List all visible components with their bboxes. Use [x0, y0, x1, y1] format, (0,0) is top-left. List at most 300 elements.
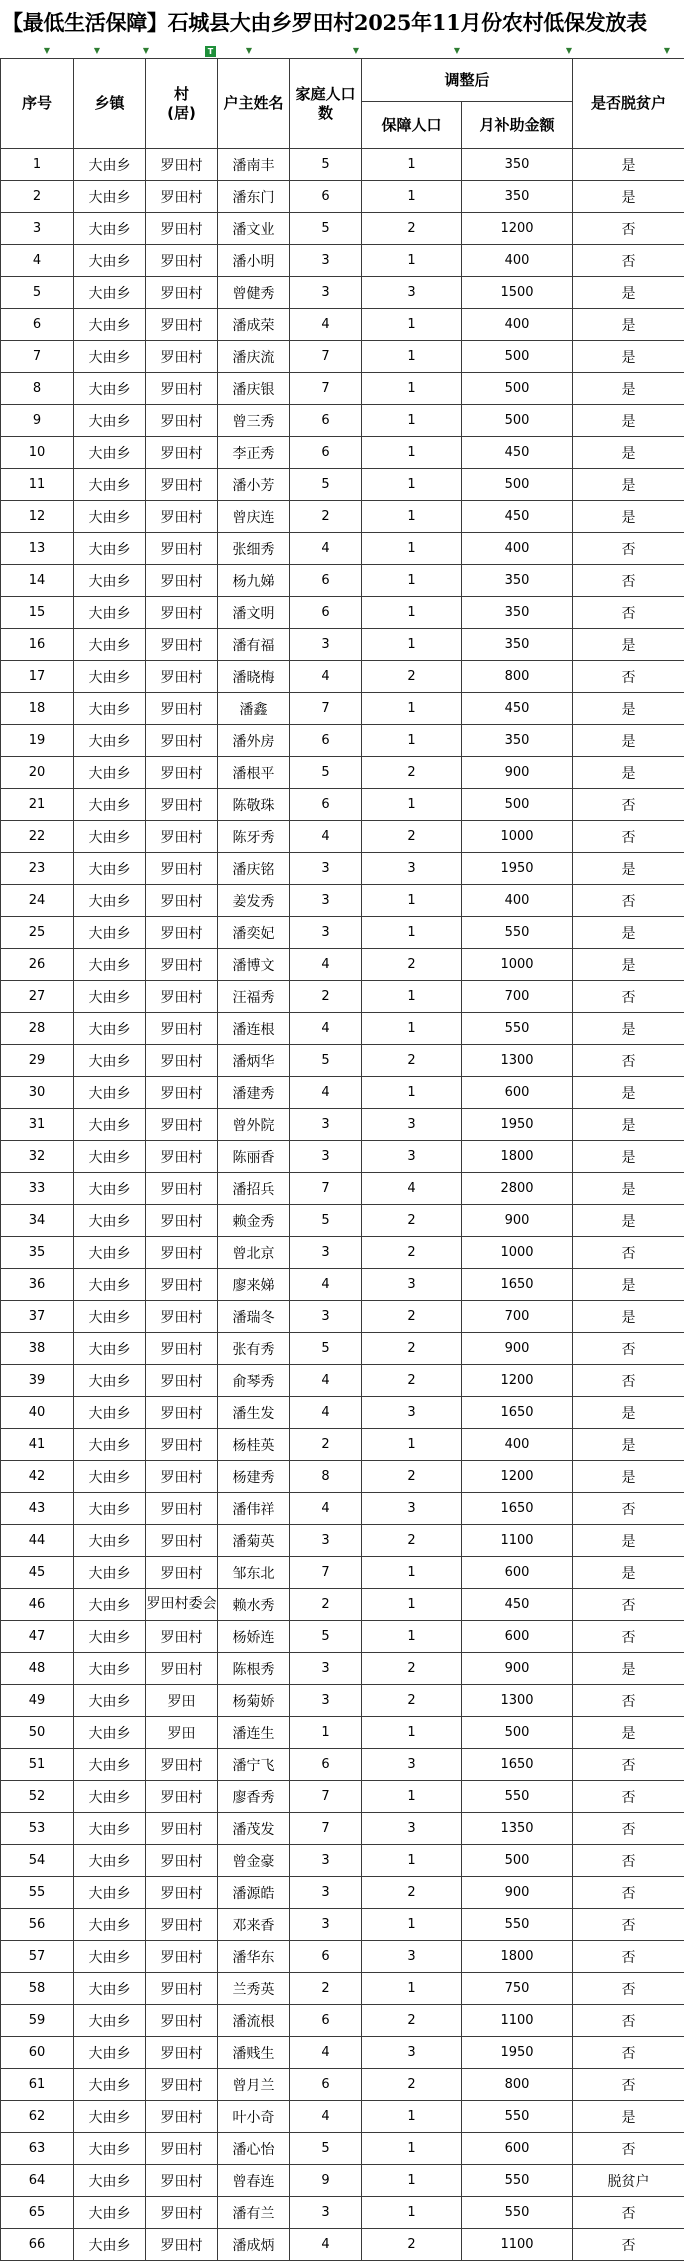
cell-insured-count[interactable]: 1	[362, 981, 462, 1013]
cell-family-size[interactable]: 2	[290, 501, 362, 533]
cell-village[interactable]: 罗田村	[146, 1461, 218, 1493]
cell-village[interactable]: 罗田村	[146, 2069, 218, 2101]
cell-insured-count[interactable]: 1	[362, 917, 462, 949]
cell-insured-count[interactable]: 3	[362, 1269, 462, 1301]
cell-monthly-amount[interactable]: 1200	[462, 1365, 573, 1397]
cell-poverty-status[interactable]: 否	[573, 2229, 684, 2261]
cell-village[interactable]: 罗田村	[146, 949, 218, 981]
cell-village[interactable]: 罗田村	[146, 1429, 218, 1461]
cell-insured-count[interactable]: 2	[362, 1525, 462, 1557]
cell-seq[interactable]: 53	[1, 1813, 74, 1845]
cell-seq[interactable]: 33	[1, 1173, 74, 1205]
cell-poverty-status[interactable]: 否	[573, 213, 684, 245]
cell-monthly-amount[interactable]: 1100	[462, 2229, 573, 2261]
cell-monthly-amount[interactable]: 1300	[462, 1685, 573, 1717]
cell-household-head[interactable]: 俞琴秀	[218, 1365, 290, 1397]
cell-town[interactable]: 大由乡	[74, 821, 146, 853]
cell-poverty-status[interactable]: 是	[573, 917, 684, 949]
cell-household-head[interactable]: 杨建秀	[218, 1461, 290, 1493]
cell-village[interactable]: 罗田村	[146, 1557, 218, 1589]
cell-household-head[interactable]: 陈牙秀	[218, 821, 290, 853]
table-row[interactable]	[1, 885, 684, 917]
cell-town[interactable]: 大由乡	[74, 725, 146, 757]
cell-household-head[interactable]: 潘根平	[218, 757, 290, 789]
cell-household-head[interactable]: 潘炳华	[218, 1045, 290, 1077]
cell-seq[interactable]: 58	[1, 1973, 74, 2005]
cell-poverty-status[interactable]: 是	[573, 1205, 684, 1237]
cell-poverty-status[interactable]: 脱贫户	[573, 2165, 684, 2197]
cell-insured-count[interactable]: 1	[362, 181, 462, 213]
cell-village[interactable]: 罗田村	[146, 1045, 218, 1077]
cell-household-head[interactable]: 潘有兰	[218, 2197, 290, 2229]
cell-insured-count[interactable]: 1	[362, 2165, 462, 2197]
cell-town[interactable]: 大由乡	[74, 469, 146, 501]
cell-insured-count[interactable]: 2	[362, 1653, 462, 1685]
table-row[interactable]	[1, 1717, 684, 1749]
cell-insured-count[interactable]: 2	[362, 1237, 462, 1269]
cell-town[interactable]: 大由乡	[74, 1781, 146, 1813]
cell-town[interactable]: 大由乡	[74, 181, 146, 213]
cell-family-size[interactable]: 3	[290, 245, 362, 277]
cell-household-head[interactable]: 邓来香	[218, 1909, 290, 1941]
cell-poverty-status[interactable]: 否	[573, 2005, 684, 2037]
cell-family-size[interactable]: 3	[290, 277, 362, 309]
cell-seq[interactable]: 59	[1, 2005, 74, 2037]
cell-poverty-status[interactable]: 是	[573, 1301, 684, 1333]
cell-seq[interactable]: 19	[1, 725, 74, 757]
cell-household-head[interactable]: 潘连生	[218, 1717, 290, 1749]
cell-monthly-amount[interactable]: 1000	[462, 1237, 573, 1269]
cell-family-size[interactable]: 4	[290, 2037, 362, 2069]
table-row[interactable]	[1, 1397, 684, 1429]
cell-household-head[interactable]: 潘庆流	[218, 341, 290, 373]
cell-family-size[interactable]: 7	[290, 1557, 362, 1589]
cell-poverty-status[interactable]: 否	[573, 1877, 684, 1909]
cell-town[interactable]: 大由乡	[74, 1269, 146, 1301]
cell-family-size[interactable]: 3	[290, 1525, 362, 1557]
cell-family-size[interactable]: 4	[290, 1013, 362, 1045]
cell-town[interactable]: 大由乡	[74, 1301, 146, 1333]
cell-seq[interactable]: 27	[1, 981, 74, 1013]
cell-seq[interactable]: 14	[1, 565, 74, 597]
cell-seq[interactable]: 51	[1, 1749, 74, 1781]
cell-town[interactable]: 大由乡	[74, 277, 146, 309]
cell-family-size[interactable]: 6	[290, 725, 362, 757]
cell-town[interactable]: 大由乡	[74, 2005, 146, 2037]
cell-household-head[interactable]: 潘建秀	[218, 1077, 290, 1109]
cell-insured-count[interactable]: 4	[362, 1173, 462, 1205]
cell-household-head[interactable]: 潘成炳	[218, 2229, 290, 2261]
cell-monthly-amount[interactable]: 550	[462, 2197, 573, 2229]
cell-insured-count[interactable]: 2	[362, 661, 462, 693]
cell-seq[interactable]: 23	[1, 853, 74, 885]
cell-town[interactable]: 大由乡	[74, 1365, 146, 1397]
cell-poverty-status[interactable]: 是	[573, 1109, 684, 1141]
cell-family-size[interactable]: 5	[290, 1045, 362, 1077]
cell-town[interactable]: 大由乡	[74, 1333, 146, 1365]
cell-family-size[interactable]: 7	[290, 1813, 362, 1845]
cell-poverty-status[interactable]: 否	[573, 821, 684, 853]
cell-village[interactable]: 罗田村	[146, 693, 218, 725]
cell-village[interactable]: 罗田村	[146, 149, 218, 181]
cell-family-size[interactable]: 6	[290, 405, 362, 437]
cell-seq[interactable]: 18	[1, 693, 74, 725]
table-row[interactable]	[1, 149, 684, 181]
cell-poverty-status[interactable]: 是	[573, 757, 684, 789]
cell-household-head[interactable]: 赖金秀	[218, 1205, 290, 1237]
cell-insured-count[interactable]: 1	[362, 373, 462, 405]
cell-seq[interactable]: 60	[1, 2037, 74, 2069]
cell-seq[interactable]: 39	[1, 1365, 74, 1397]
cell-household-head[interactable]: 潘源皓	[218, 1877, 290, 1909]
cell-family-size[interactable]: 6	[290, 789, 362, 821]
cell-family-size[interactable]: 4	[290, 309, 362, 341]
cell-family-size[interactable]: 5	[290, 2133, 362, 2165]
cell-insured-count[interactable]: 1	[362, 725, 462, 757]
cell-seq[interactable]: 22	[1, 821, 74, 853]
cell-monthly-amount[interactable]: 900	[462, 1877, 573, 1909]
cell-household-head[interactable]: 潘流根	[218, 2005, 290, 2037]
cell-monthly-amount[interactable]: 700	[462, 981, 573, 1013]
cell-monthly-amount[interactable]: 1650	[462, 1397, 573, 1429]
filter-dropdown-icon[interactable]: ▼	[453, 46, 461, 55]
cell-town[interactable]: 大由乡	[74, 1557, 146, 1589]
cell-monthly-amount[interactable]: 450	[462, 693, 573, 725]
cell-town[interactable]: 大由乡	[74, 1525, 146, 1557]
table-row[interactable]	[1, 1429, 684, 1461]
cell-insured-count[interactable]: 1	[362, 1429, 462, 1461]
cell-village[interactable]: 罗田村	[146, 405, 218, 437]
cell-monthly-amount[interactable]: 900	[462, 1653, 573, 1685]
cell-insured-count[interactable]: 1	[362, 341, 462, 373]
cell-village[interactable]: 罗田村	[146, 245, 218, 277]
cell-poverty-status[interactable]: 否	[573, 1845, 684, 1877]
table-row[interactable]	[1, 213, 684, 245]
cell-town[interactable]: 大由乡	[74, 1141, 146, 1173]
cell-poverty-status[interactable]: 否	[573, 1493, 684, 1525]
cell-village[interactable]: 罗田村	[146, 1237, 218, 1269]
cell-family-size[interactable]: 2	[290, 981, 362, 1013]
cell-poverty-status[interactable]: 是	[573, 693, 684, 725]
cell-household-head[interactable]: 汪福秀	[218, 981, 290, 1013]
cell-family-size[interactable]: 3	[290, 853, 362, 885]
cell-household-head[interactable]: 曾健秀	[218, 277, 290, 309]
filter-dropdown-icon[interactable]: ▼	[43, 46, 51, 55]
table-row[interactable]	[1, 789, 684, 821]
cell-town[interactable]: 大由乡	[74, 1237, 146, 1269]
cell-insured-count[interactable]: 1	[362, 1909, 462, 1941]
cell-seq[interactable]: 62	[1, 2101, 74, 2133]
cell-monthly-amount[interactable]: 600	[462, 1557, 573, 1589]
cell-village[interactable]: 罗田村	[146, 1941, 218, 1973]
cell-poverty-status[interactable]: 是	[573, 853, 684, 885]
cell-family-size[interactable]: 4	[290, 1077, 362, 1109]
table-row[interactable]	[1, 1557, 684, 1589]
cell-poverty-status[interactable]: 是	[573, 949, 684, 981]
cell-village[interactable]: 罗田村	[146, 2005, 218, 2037]
cell-family-size[interactable]: 7	[290, 693, 362, 725]
cell-seq[interactable]: 1	[1, 149, 74, 181]
cell-village[interactable]: 罗田村	[146, 981, 218, 1013]
cell-village[interactable]: 罗田村	[146, 1141, 218, 1173]
cell-seq[interactable]: 56	[1, 1909, 74, 1941]
cell-insured-count[interactable]: 3	[362, 1749, 462, 1781]
cell-town[interactable]: 大由乡	[74, 1877, 146, 1909]
cell-family-size[interactable]: 4	[290, 2101, 362, 2133]
table-row[interactable]	[1, 1045, 684, 1077]
cell-village[interactable]: 罗田村	[146, 2101, 218, 2133]
cell-family-size[interactable]: 5	[290, 213, 362, 245]
cell-poverty-status[interactable]: 是	[573, 629, 684, 661]
cell-household-head[interactable]: 叶小奇	[218, 2101, 290, 2133]
cell-monthly-amount[interactable]: 450	[462, 437, 573, 469]
cell-village[interactable]: 罗田村	[146, 1749, 218, 1781]
cell-monthly-amount[interactable]: 550	[462, 1013, 573, 1045]
cell-family-size[interactable]: 3	[290, 1653, 362, 1685]
cell-village[interactable]: 罗田村	[146, 597, 218, 629]
cell-seq[interactable]: 13	[1, 533, 74, 565]
cell-town[interactable]: 大由乡	[74, 917, 146, 949]
cell-poverty-status[interactable]: 是	[573, 437, 684, 469]
cell-household-head[interactable]: 曾北京	[218, 1237, 290, 1269]
cell-family-size[interactable]: 4	[290, 1365, 362, 1397]
cell-town[interactable]: 大由乡	[74, 789, 146, 821]
cell-household-head[interactable]: 曾金豪	[218, 1845, 290, 1877]
cell-town[interactable]: 大由乡	[74, 1717, 146, 1749]
cell-seq[interactable]: 41	[1, 1429, 74, 1461]
cell-seq[interactable]: 21	[1, 789, 74, 821]
cell-family-size[interactable]: 3	[290, 1877, 362, 1909]
cell-seq[interactable]: 2	[1, 181, 74, 213]
cell-seq[interactable]: 66	[1, 2229, 74, 2261]
cell-poverty-status[interactable]: 是	[573, 1269, 684, 1301]
cell-town[interactable]: 大由乡	[74, 2101, 146, 2133]
cell-insured-count[interactable]: 3	[362, 1109, 462, 1141]
cell-village[interactable]: 罗田村	[146, 725, 218, 757]
cell-monthly-amount[interactable]: 450	[462, 501, 573, 533]
table-row[interactable]	[1, 1109, 684, 1141]
cell-poverty-status[interactable]: 是	[573, 309, 684, 341]
cell-family-size[interactable]: 3	[290, 1909, 362, 1941]
table-row[interactable]	[1, 661, 684, 693]
cell-household-head[interactable]: 陈丽香	[218, 1141, 290, 1173]
cell-household-head[interactable]: 潘庆银	[218, 373, 290, 405]
table-row[interactable]	[1, 277, 684, 309]
cell-seq[interactable]: 36	[1, 1269, 74, 1301]
table-row[interactable]	[1, 1621, 684, 1653]
cell-insured-count[interactable]: 3	[362, 1397, 462, 1429]
cell-insured-count[interactable]: 1	[362, 1557, 462, 1589]
cell-seq[interactable]: 26	[1, 949, 74, 981]
cell-insured-count[interactable]: 2	[362, 1685, 462, 1717]
cell-seq[interactable]: 50	[1, 1717, 74, 1749]
cell-household-head[interactable]: 潘伟祥	[218, 1493, 290, 1525]
cell-monthly-amount[interactable]: 1100	[462, 2005, 573, 2037]
cell-household-head[interactable]: 潘外房	[218, 725, 290, 757]
cell-family-size[interactable]: 6	[290, 597, 362, 629]
cell-village[interactable]: 罗田村	[146, 629, 218, 661]
cell-monthly-amount[interactable]: 1950	[462, 1109, 573, 1141]
cell-monthly-amount[interactable]: 800	[462, 661, 573, 693]
cell-poverty-status[interactable]: 是	[573, 1717, 684, 1749]
cell-family-size[interactable]: 6	[290, 181, 362, 213]
cell-household-head[interactable]: 潘小明	[218, 245, 290, 277]
cell-village[interactable]: 罗田村	[146, 1173, 218, 1205]
cell-monthly-amount[interactable]: 600	[462, 2133, 573, 2165]
cell-monthly-amount[interactable]: 1650	[462, 1749, 573, 1781]
cell-seq[interactable]: 44	[1, 1525, 74, 1557]
cell-seq[interactable]: 11	[1, 469, 74, 501]
cell-household-head[interactable]: 曾三秀	[218, 405, 290, 437]
cell-family-size[interactable]: 3	[290, 1109, 362, 1141]
cell-seq[interactable]: 47	[1, 1621, 74, 1653]
cell-village[interactable]: 罗田村	[146, 565, 218, 597]
cell-poverty-status[interactable]: 是	[573, 1141, 684, 1173]
table-row[interactable]	[1, 1461, 684, 1493]
cell-monthly-amount[interactable]: 1200	[462, 213, 573, 245]
cell-village[interactable]: 罗田村	[146, 1109, 218, 1141]
cell-poverty-status[interactable]: 是	[573, 2101, 684, 2133]
cell-insured-count[interactable]: 2	[362, 213, 462, 245]
cell-family-size[interactable]: 3	[290, 917, 362, 949]
cell-village[interactable]: 罗田村	[146, 2165, 218, 2197]
cell-seq[interactable]: 64	[1, 2165, 74, 2197]
table-row[interactable]	[1, 2005, 684, 2037]
cell-seq[interactable]: 4	[1, 245, 74, 277]
cell-household-head[interactable]: 潘连根	[218, 1013, 290, 1045]
cell-town[interactable]: 大由乡	[74, 1845, 146, 1877]
cell-town[interactable]: 大由乡	[74, 1205, 146, 1237]
cell-poverty-status[interactable]: 否	[573, 1589, 684, 1621]
cell-household-head[interactable]: 潘鑫	[218, 693, 290, 725]
cell-insured-count[interactable]: 3	[362, 1813, 462, 1845]
cell-insured-count[interactable]: 2	[362, 1365, 462, 1397]
cell-monthly-amount[interactable]: 700	[462, 1301, 573, 1333]
cell-family-size[interactable]: 1	[290, 1717, 362, 1749]
cell-poverty-status[interactable]: 否	[573, 1941, 684, 1973]
cell-poverty-status[interactable]: 是	[573, 149, 684, 181]
cell-household-head[interactable]: 潘东门	[218, 181, 290, 213]
cell-poverty-status[interactable]: 否	[573, 2069, 684, 2101]
table-row[interactable]	[1, 2037, 684, 2069]
table-row[interactable]	[1, 1749, 684, 1781]
cell-insured-count[interactable]: 1	[362, 1781, 462, 1813]
cell-village[interactable]: 罗田	[146, 1685, 218, 1717]
cell-family-size[interactable]: 4	[290, 821, 362, 853]
cell-town[interactable]: 大由乡	[74, 1173, 146, 1205]
table-row[interactable]	[1, 1237, 684, 1269]
cell-village[interactable]: 罗田村	[146, 1205, 218, 1237]
table-row[interactable]	[1, 757, 684, 789]
cell-monthly-amount[interactable]: 500	[462, 1717, 573, 1749]
cell-insured-count[interactable]: 3	[362, 277, 462, 309]
cell-insured-count[interactable]: 1	[362, 2197, 462, 2229]
cell-monthly-amount[interactable]: 1800	[462, 1141, 573, 1173]
cell-village[interactable]: 罗田村	[146, 277, 218, 309]
table-row[interactable]	[1, 629, 684, 661]
cell-monthly-amount[interactable]: 600	[462, 1077, 573, 1109]
cell-insured-count[interactable]: 3	[362, 2037, 462, 2069]
cell-town[interactable]: 大由乡	[74, 1493, 146, 1525]
cell-village[interactable]: 罗田村	[146, 2133, 218, 2165]
cell-monthly-amount[interactable]: 550	[462, 1909, 573, 1941]
cell-village[interactable]: 罗田村	[146, 501, 218, 533]
cell-poverty-status[interactable]: 是	[573, 277, 684, 309]
cell-town[interactable]: 大由乡	[74, 949, 146, 981]
cell-household-head[interactable]: 潘成荣	[218, 309, 290, 341]
cell-insured-count[interactable]: 1	[362, 149, 462, 181]
cell-seq[interactable]: 40	[1, 1397, 74, 1429]
cell-town[interactable]: 大由乡	[74, 1653, 146, 1685]
cell-seq[interactable]: 28	[1, 1013, 74, 1045]
cell-poverty-status[interactable]: 是	[573, 1653, 684, 1685]
cell-insured-count[interactable]: 3	[362, 1941, 462, 1973]
cell-poverty-status[interactable]: 否	[573, 1621, 684, 1653]
cell-monthly-amount[interactable]: 1800	[462, 1941, 573, 1973]
cell-insured-count[interactable]: 1	[362, 629, 462, 661]
cell-insured-count[interactable]: 1	[362, 437, 462, 469]
cell-village[interactable]: 罗田村	[146, 821, 218, 853]
cell-poverty-status[interactable]: 是	[573, 1525, 684, 1557]
cell-monthly-amount[interactable]: 900	[462, 1205, 573, 1237]
cell-insured-count[interactable]: 2	[362, 1877, 462, 1909]
cell-insured-count[interactable]: 1	[362, 469, 462, 501]
cell-family-size[interactable]: 5	[290, 149, 362, 181]
cell-poverty-status[interactable]: 是	[573, 1013, 684, 1045]
cell-seq[interactable]: 57	[1, 1941, 74, 1973]
cell-family-size[interactable]: 4	[290, 1493, 362, 1525]
cell-town[interactable]: 大由乡	[74, 1013, 146, 1045]
cell-monthly-amount[interactable]: 350	[462, 565, 573, 597]
cell-monthly-amount[interactable]: 350	[462, 149, 573, 181]
cell-town[interactable]: 大由乡	[74, 1045, 146, 1077]
cell-insured-count[interactable]: 3	[362, 1141, 462, 1173]
cell-village[interactable]: 罗田村	[146, 469, 218, 501]
cell-seq[interactable]: 17	[1, 661, 74, 693]
cell-seq[interactable]: 7	[1, 341, 74, 373]
cell-family-size[interactable]: 4	[290, 1397, 362, 1429]
cell-town[interactable]: 大由乡	[74, 245, 146, 277]
table-row[interactable]	[1, 981, 684, 1013]
cell-village[interactable]: 罗田村	[146, 1877, 218, 1909]
cell-poverty-status[interactable]: 是	[573, 405, 684, 437]
cell-monthly-amount[interactable]: 500	[462, 469, 573, 501]
cell-seq[interactable]: 34	[1, 1205, 74, 1237]
cell-monthly-amount[interactable]: 1950	[462, 2037, 573, 2069]
active-filter-icon[interactable]: T	[205, 46, 216, 57]
table-row[interactable]	[1, 2069, 684, 2101]
cell-seq[interactable]: 54	[1, 1845, 74, 1877]
cell-monthly-amount[interactable]: 550	[462, 2101, 573, 2133]
table-row[interactable]	[1, 949, 684, 981]
cell-village[interactable]: 罗田村	[146, 213, 218, 245]
cell-town[interactable]: 大由乡	[74, 1813, 146, 1845]
cell-insured-count[interactable]: 2	[362, 2229, 462, 2261]
cell-village[interactable]: 罗田村	[146, 2037, 218, 2069]
table-row[interactable]	[1, 1909, 684, 1941]
cell-monthly-amount[interactable]: 1200	[462, 1461, 573, 1493]
cell-seq[interactable]: 3	[1, 213, 74, 245]
cell-household-head[interactable]: 潘文明	[218, 597, 290, 629]
cell-town[interactable]: 大由乡	[74, 1685, 146, 1717]
cell-village[interactable]: 罗田村	[146, 1909, 218, 1941]
cell-monthly-amount[interactable]: 350	[462, 181, 573, 213]
cell-family-size[interactable]: 9	[290, 2165, 362, 2197]
cell-monthly-amount[interactable]: 1650	[462, 1269, 573, 1301]
cell-poverty-status[interactable]: 是	[573, 1429, 684, 1461]
cell-household-head[interactable]: 潘小芳	[218, 469, 290, 501]
cell-monthly-amount[interactable]: 350	[462, 725, 573, 757]
